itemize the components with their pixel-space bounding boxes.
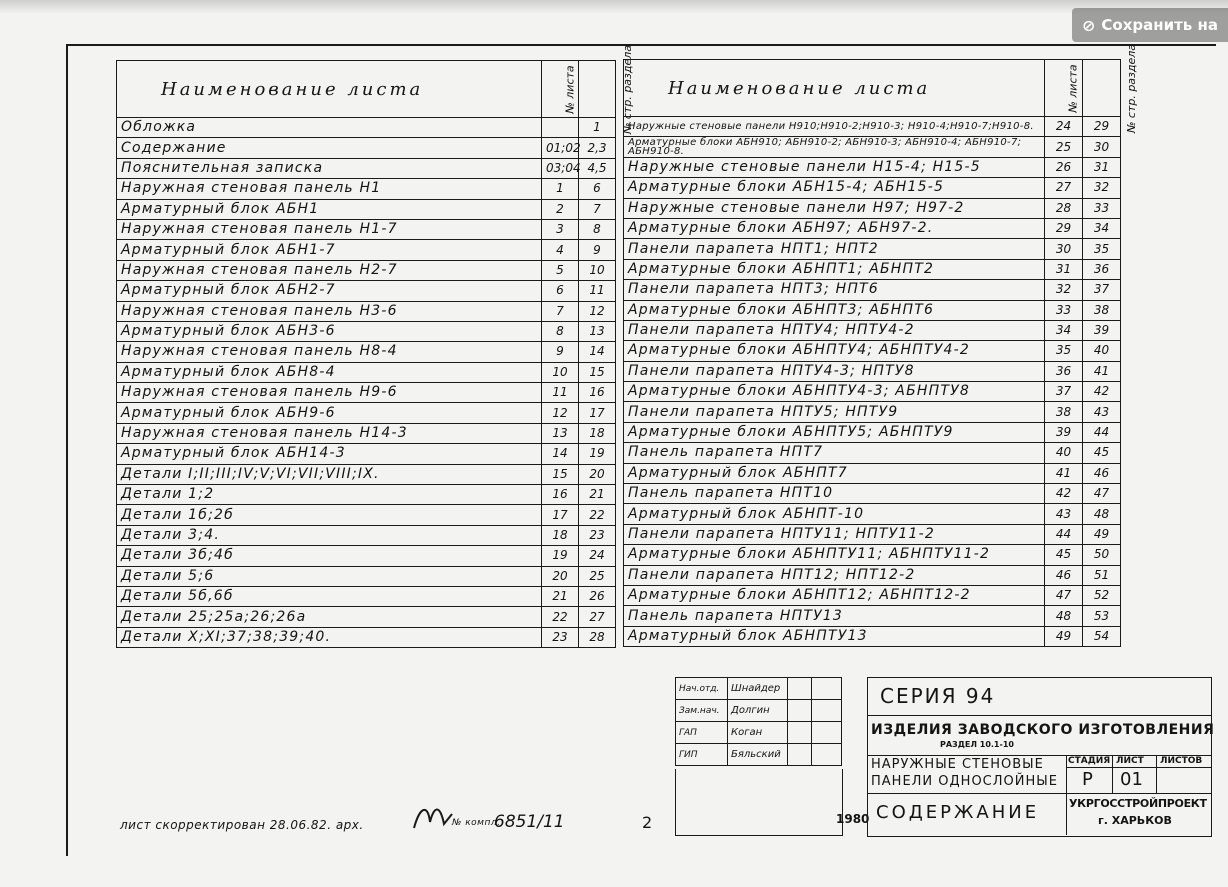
sheet-name: Арматурный блок АБН9-6 (117, 403, 542, 423)
save-icon: ⊘ (1081, 15, 1096, 35)
sheet-number: 42 (1045, 484, 1083, 504)
table-row (117, 321, 616, 341)
page-number: 40 (1083, 341, 1121, 361)
sheet-number: 35 (1045, 341, 1083, 361)
sheet-number: 29 (1045, 218, 1083, 238)
sheet-number: 4 (542, 240, 579, 260)
column-header-page: № стр. раздела (579, 61, 616, 118)
table-header (117, 61, 616, 118)
sheet-name: Наружная стеновая панель Н1 (117, 179, 542, 199)
page-number: 11 (579, 281, 616, 301)
page-number: 37 (1083, 280, 1121, 300)
column-header-page: № стр. раздела (1083, 60, 1121, 117)
section-label: РАЗДЕЛ 10.1-10 (940, 740, 1014, 749)
sheet-name: Панели парапета НПТ3; НПТ6 (624, 280, 1045, 300)
table-row (117, 505, 616, 525)
sheet-name: Арматурные блоки АБН97; АБН97-2. (624, 218, 1045, 238)
sheet-name: Арматурные блоки АБНПТ3; АБНПТ6 (624, 300, 1045, 320)
table-row (117, 138, 616, 158)
page-number: 9 (579, 240, 616, 260)
correction-note: лист скорректирован 28.06.82. арх. (120, 818, 364, 832)
sheets-label: ЛИСТОВ (1160, 756, 1203, 766)
table-row (117, 281, 616, 301)
sheet-name: Детали 3б;4б (117, 546, 542, 566)
page-number: 2 (642, 813, 653, 832)
table-row (624, 422, 1121, 442)
table-row (624, 239, 1121, 259)
table-row (624, 606, 1121, 626)
table-row (624, 137, 1121, 157)
sheet-name: Панели парапета НПТУ4-3; НПТУ8 (624, 361, 1045, 381)
sheet-number: 14 (542, 444, 579, 464)
table-row (117, 118, 616, 138)
sheet-number: 24 (1045, 117, 1083, 137)
sheet-number: 31 (1045, 259, 1083, 279)
sheet-name: Детали 25;25а;26;26а (117, 607, 542, 627)
column-header-name: Наименование листа (624, 60, 1045, 117)
sheet-number: 40 (1045, 443, 1083, 463)
sheet-number: 2 (542, 199, 579, 219)
subject-line-1: НАРУЖНЫЕ СТЕНОВЫЕ (871, 757, 1044, 772)
table-row (624, 382, 1121, 402)
table-row (117, 179, 616, 199)
sheet-number: 25 (1045, 137, 1083, 157)
column-header-sheet: № листа (1045, 60, 1083, 117)
sheet-name: Панели парапета НПТ12; НПТ12-2 (624, 565, 1045, 585)
sheet-number: 17 (542, 505, 579, 525)
sheet-number: 7 (542, 301, 579, 321)
table-row (624, 585, 1121, 605)
page-number: 30 (1083, 137, 1121, 157)
sheet-number: 5 (542, 260, 579, 280)
table-row (117, 464, 616, 484)
table-row (117, 362, 616, 382)
sheet-name: Детали 1б;2б (117, 505, 542, 525)
sheet-number: 3 (542, 219, 579, 239)
save-button-label: Сохранить на (1101, 16, 1218, 34)
page-number: 53 (1083, 606, 1121, 626)
sheet-number: 28 (1045, 198, 1083, 218)
page-number: 49 (1083, 524, 1121, 544)
table-row (624, 484, 1121, 504)
sheet-number: 36 (1045, 361, 1083, 381)
title-divider-vertical (1156, 755, 1157, 793)
page-number: 52 (1083, 585, 1121, 605)
sheet-name: Панели парапета НПТУ11; НПТУ11-2 (624, 524, 1045, 544)
sheet-name: Детали 3;4. (117, 525, 542, 545)
sheet-name: Арматурные блоки АБН910; АБН910-2; АБН910-3; АБН910-4; АБН910-7; АБН910-8. (624, 137, 1045, 157)
organization-name: УКРГОССТРОЙПРОЕКТ (1069, 797, 1207, 810)
table-row (624, 218, 1121, 238)
column-header-name: Наименование листа (117, 61, 542, 118)
page-number: 42 (1083, 382, 1121, 402)
table-row (117, 485, 616, 505)
sheet-number (542, 118, 579, 138)
sheet-number: 41 (1045, 463, 1083, 483)
sheet-name: Наружная стеновая панель Н1-7 (117, 219, 542, 239)
subject-line-2: ПАНЕЛИ ОДНОСЛОЙНЫЕ (871, 774, 1058, 789)
sheet-number: 44 (1045, 524, 1083, 544)
sheet-number: 30 (1045, 239, 1083, 259)
table-row (624, 300, 1121, 320)
table-row (117, 219, 616, 239)
sheet-name: Панель парапета НПТ10 (624, 484, 1045, 504)
signature-role: Зам.нач. (676, 700, 728, 722)
page-number: 41 (1083, 361, 1121, 381)
page-number: 17 (579, 403, 616, 423)
table-row (624, 443, 1121, 463)
table-row (624, 341, 1121, 361)
series-label: СЕРИЯ 94 (880, 684, 996, 708)
table-row (624, 463, 1121, 483)
sheet-number: 37 (1045, 382, 1083, 402)
sheet-name: Наружные стеновые панели Н910;Н910-2;Н910-3; Н910-4;Н910-7;Н910-8. (624, 117, 1045, 137)
sheet-name: Детали 5б,6б (117, 586, 542, 606)
page-number: 19 (579, 444, 616, 464)
signature-role: Нач.отд. (676, 678, 728, 700)
sheet-name: Наружная стеновая панель Н9-6 (117, 383, 542, 403)
contents-table-left (116, 44, 635, 648)
sheet-name: Наружная стеновая панель Н8-4 (117, 342, 542, 362)
sheet-number: 20 (542, 566, 579, 586)
sheet-number: 33 (1045, 300, 1083, 320)
page-number: 24 (579, 546, 616, 566)
document-title: СОДЕРЖАНИЕ (876, 802, 1040, 823)
sheet-name: Арматурные блоки АБНПТ12; АБНПТ12-2 (624, 585, 1045, 605)
signature-role: ГИП (676, 744, 728, 766)
sheet-number: 49 (1045, 626, 1083, 646)
signature-mark (410, 802, 455, 832)
sheet-name: Арматурный блок АБН2-7 (117, 281, 542, 301)
order-label: № компл. (452, 818, 501, 828)
sheet-name: Панель парапета НПТ7 (624, 443, 1045, 463)
sheet-name: Детали 1;2 (117, 485, 542, 505)
sheet-number: 43 (1045, 504, 1083, 524)
signature-row (676, 700, 842, 722)
page-number: 18 (579, 423, 616, 443)
sheet-name: Наружная стеновая панель Н2-7 (117, 260, 542, 280)
table-row (624, 524, 1121, 544)
table-row (117, 627, 616, 647)
sheet-number: 48 (1045, 606, 1083, 626)
table-row (624, 280, 1121, 300)
sheet-number: 26 (1045, 157, 1083, 177)
order-number: 6851/11 (494, 812, 565, 832)
sheet-name: Панель парапета НПТУ13 (624, 606, 1045, 626)
table-row (117, 199, 616, 219)
page-number: 23 (579, 525, 616, 545)
table-row (624, 157, 1121, 177)
title-divider (1066, 767, 1212, 768)
sheet-name: Панели парапета НПТУ4; НПТУ4-2 (624, 320, 1045, 340)
page-number: 36 (1083, 259, 1121, 279)
page-number: 1 (579, 118, 616, 138)
sheet-name: Арматурный блок АБН8-4 (117, 362, 542, 382)
page-number: 39 (1083, 320, 1121, 340)
sheet-number: 1 (542, 179, 579, 199)
sheet-name: Арматурные блоки АБНПТ1; АБНПТ2 (624, 259, 1045, 279)
table-row (117, 301, 616, 321)
sheet-number: 19 (542, 546, 579, 566)
page-number: 48 (1083, 504, 1121, 524)
page-number: 26 (579, 586, 616, 606)
signature-row (676, 722, 842, 744)
column-header-sheet: № листа (542, 61, 579, 118)
sheet-name: Панели парапета НПТ1; НПТ2 (624, 239, 1045, 259)
sheet-edge (0, 0, 1228, 14)
sheet-number: 27 (1045, 178, 1083, 198)
table-row (117, 566, 616, 586)
sheet-number: 03;04 (542, 158, 579, 178)
sheet-number: 32 (1045, 280, 1083, 300)
page-number: 16 (579, 383, 616, 403)
page-number: 50 (1083, 545, 1121, 565)
sheet-number: 16 (542, 485, 579, 505)
page-number: 7 (579, 199, 616, 219)
sheet-name: Арматурный блок АБНПТ7 (624, 463, 1045, 483)
sheet-name: Арматурный блок АБНПТ-10 (624, 504, 1045, 524)
signature-date (812, 722, 842, 744)
table-row (117, 158, 616, 178)
sheet-label: ЛИСТ (1116, 756, 1144, 766)
page-number: 43 (1083, 402, 1121, 422)
sheet-name: Наружные стеновые панели Н15-4; Н15-5 (624, 157, 1045, 177)
table-row (117, 423, 616, 443)
table-row (117, 383, 616, 403)
table-header (624, 60, 1121, 117)
page-number: 46 (1083, 463, 1121, 483)
sheet-name: Арматурный блок АБН1 (117, 199, 542, 219)
page-number: 27 (579, 607, 616, 627)
sheet-number: 45 (1045, 545, 1083, 565)
table-row (117, 342, 616, 362)
table-row (117, 240, 616, 260)
page-number: 51 (1083, 565, 1121, 585)
signature-date (812, 744, 842, 766)
signature-row (676, 744, 842, 766)
signature-role: ГАП (676, 722, 728, 744)
sheet-number: 15 (542, 464, 579, 484)
table-row (624, 198, 1121, 218)
signature-sign (788, 722, 812, 744)
title-divider-vertical (1112, 755, 1113, 793)
page-number: 10 (579, 260, 616, 280)
title-divider (867, 793, 1212, 794)
contents-table-right (623, 43, 1139, 647)
page-number: 32 (1083, 178, 1121, 198)
sheet-number: 6 (542, 281, 579, 301)
table-row (624, 361, 1121, 381)
sheet-number: 46 (1045, 565, 1083, 585)
table-row (117, 525, 616, 545)
sheet-number: 38 (1045, 402, 1083, 422)
title-divider (867, 715, 1212, 716)
page-number: 35 (1083, 239, 1121, 259)
sheet-number: 8 (542, 321, 579, 341)
table-row (117, 586, 616, 606)
page-number: 4,5 (579, 158, 616, 178)
page-number: 22 (579, 505, 616, 525)
page-number: 21 (579, 485, 616, 505)
table-row (624, 545, 1121, 565)
sheet-name: Пояснительная записка (117, 158, 542, 178)
signature-person: Шнайдер (728, 678, 788, 700)
sheet-number: 22 (542, 607, 579, 627)
signature-sign (788, 744, 812, 766)
page-number: 14 (579, 342, 616, 362)
sheet-name: Наружная стеновая панель Н3-6 (117, 301, 542, 321)
sheet-name: Арматурные блоки АБН15-4; АБН15-5 (624, 178, 1045, 198)
table-row (624, 117, 1121, 137)
page-number: 2,3 (579, 138, 616, 158)
page-number: 54 (1083, 626, 1121, 646)
sheet-number: 39 (1045, 422, 1083, 442)
sheet-number: 47 (1045, 585, 1083, 605)
sheet-name: Содержание (117, 138, 542, 158)
page-number: 29 (1083, 117, 1121, 137)
page-number: 34 (1083, 218, 1121, 238)
sheet-name: Арматурные блоки АБНПТУ4; АБНПТУ4-2 (624, 341, 1045, 361)
page-number: 45 (1083, 443, 1121, 463)
signature-person: Коган (728, 722, 788, 744)
table-row (624, 259, 1121, 279)
table-row (117, 607, 616, 627)
page-number: 31 (1083, 157, 1121, 177)
table-row (624, 178, 1121, 198)
sheet-name: Наружные стеновые панели Н97; Н97-2 (624, 198, 1045, 218)
stage-label: СТАДИЯ (1068, 756, 1111, 766)
table-row (117, 546, 616, 566)
page-number: 28 (579, 627, 616, 647)
sheet-number: 11 (542, 383, 579, 403)
sheet-number: 34 (1045, 320, 1083, 340)
signature-row (676, 678, 842, 700)
sheet-number: 10 (542, 362, 579, 382)
save-button[interactable] (1072, 8, 1228, 42)
signature-sign (788, 700, 812, 722)
page-number: 44 (1083, 422, 1121, 442)
year-label: 1980 (836, 812, 870, 826)
table-row (624, 320, 1121, 340)
signature-date (812, 678, 842, 700)
page-number: 20 (579, 464, 616, 484)
sheet-number: 9 (542, 342, 579, 362)
sheet-name: Арматурный блок АБН3-6 (117, 321, 542, 341)
table-row (624, 402, 1121, 422)
sheet-name: Арматурные блоки АБНПТУ11; АБНПТУ11-2 (624, 545, 1045, 565)
sheet-name: Арматурные блоки АБНПТУ5; АБНПТУ9 (624, 422, 1045, 442)
page-number: 6 (579, 179, 616, 199)
table-row (117, 260, 616, 280)
table-row (624, 565, 1121, 585)
sheet-number: 18 (542, 525, 579, 545)
table-row (117, 403, 616, 423)
sheet-name: Детали X;XI;37;38;39;40. (117, 627, 542, 647)
sheet-number: 12 (542, 403, 579, 423)
sheet-name: Арматурный блок АБН14-3 (117, 444, 542, 464)
page-number: 8 (579, 219, 616, 239)
sheet-name: Панели парапета НПТУ5; НПТУ9 (624, 402, 1045, 422)
signature-sign (788, 678, 812, 700)
signature-blank (675, 769, 843, 836)
sheet-number: 01;02 (542, 138, 579, 158)
table-row (624, 504, 1121, 524)
signature-date (812, 700, 842, 722)
sheet-name: Арматурные блоки АБНПТУ4-3; АБНПТУ8 (624, 382, 1045, 402)
signature-table (675, 677, 842, 766)
table-row (117, 444, 616, 464)
organization-city: г. ХАРЬКОВ (1098, 814, 1172, 827)
sheet-number: 23 (542, 627, 579, 647)
sheet-value: 01 (1120, 769, 1143, 790)
sheet-name: Детали 5;6 (117, 566, 542, 586)
sheet-name: Обложка (117, 118, 542, 138)
sheet-name: Наружная стеновая панель Н14-3 (117, 423, 542, 443)
page-number: 38 (1083, 300, 1121, 320)
sheet-name: Арматурный блок АБНПТУ13 (624, 626, 1045, 646)
sheet-number: 13 (542, 423, 579, 443)
sheet-name: Детали I;II;III;IV;V;VI;VII;VIII;IX. (117, 464, 542, 484)
page-number: 13 (579, 321, 616, 341)
signature-person: Бяльский (728, 744, 788, 766)
page-number: 47 (1083, 484, 1121, 504)
sheet-name: Арматурный блок АБН1-7 (117, 240, 542, 260)
table-row (624, 626, 1121, 646)
page-number: 12 (579, 301, 616, 321)
page-number: 33 (1083, 198, 1121, 218)
page-number: 15 (579, 362, 616, 382)
product-title: ИЗДЕЛИЯ ЗАВОДСКОГО ИЗГОТОВЛЕНИЯ (871, 722, 1215, 738)
stage-value: Р (1082, 769, 1093, 790)
sheet-number: 21 (542, 586, 579, 606)
page-number: 25 (579, 566, 616, 586)
signature-person: Долгин (728, 700, 788, 722)
